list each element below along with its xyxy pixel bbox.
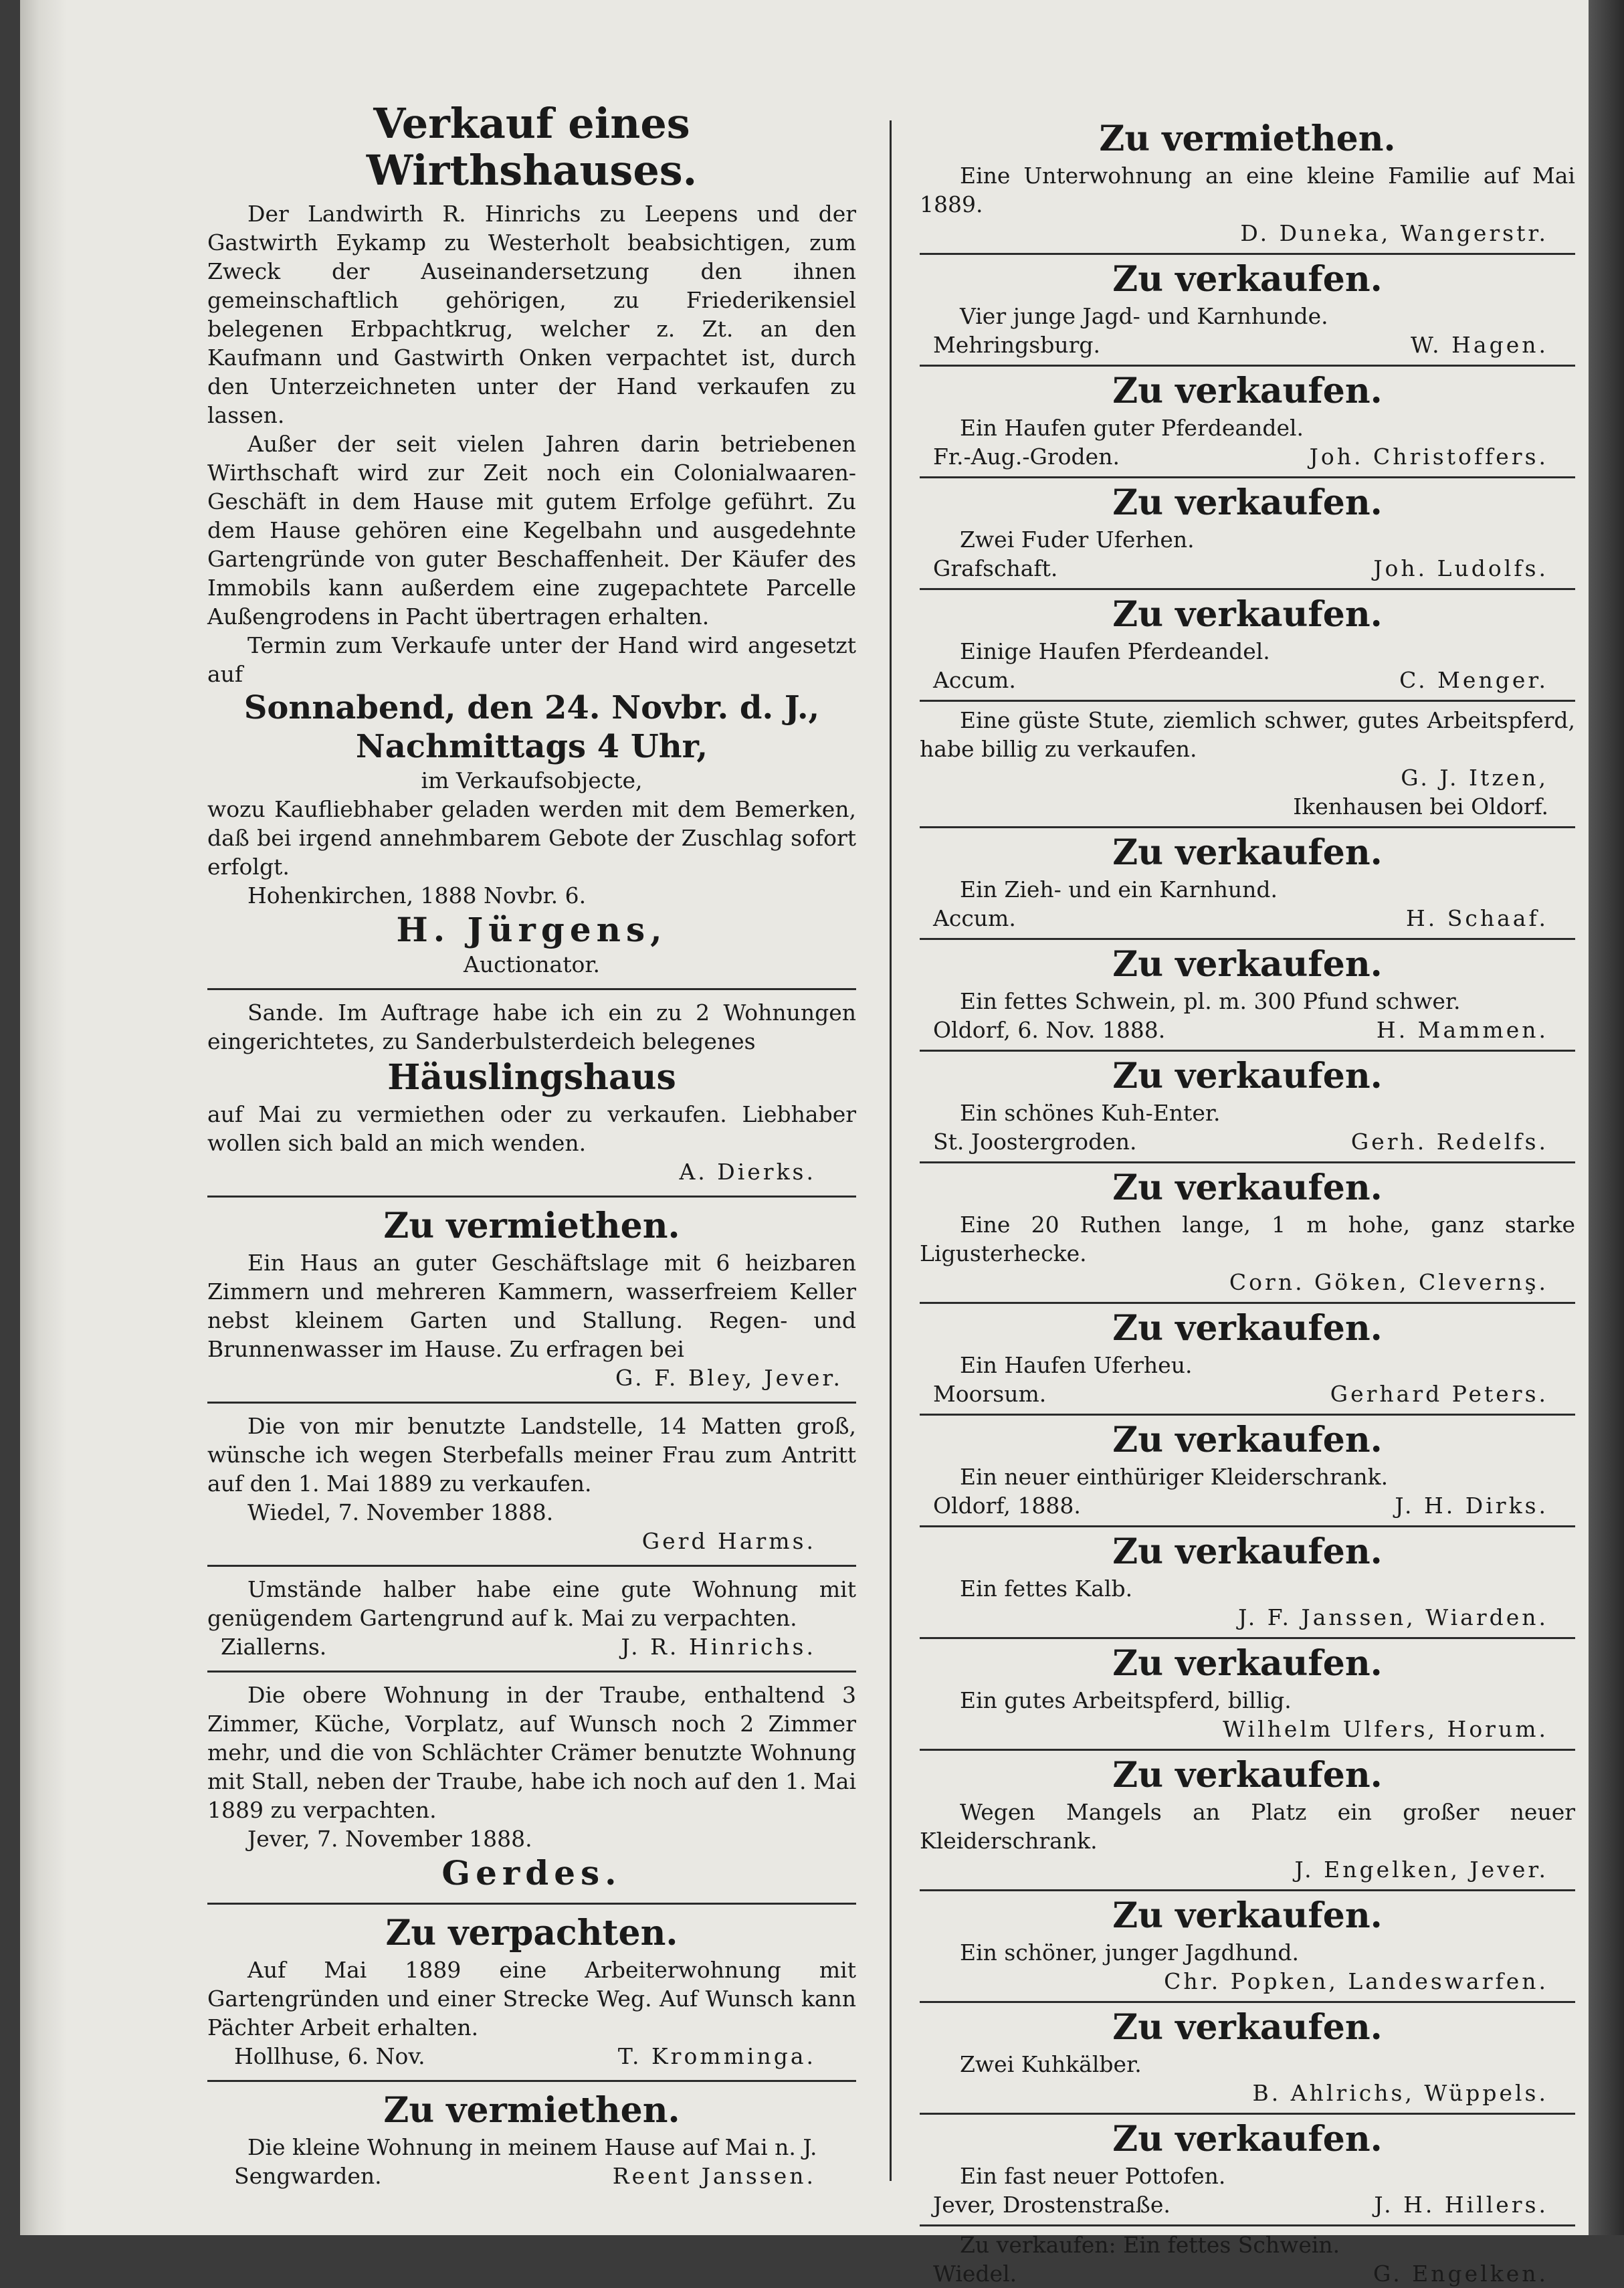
ad-title: Zu verpachten. [385, 1913, 678, 1953]
classified-ad [920, 1420, 1575, 1520]
classified-ad [920, 1056, 1575, 1156]
ad-text: Die kleine Wohnung in meinem Hause auf Mai n. J. [247, 2134, 817, 2160]
ad-signer: T. Kromminga. [617, 2043, 816, 2069]
ad-signer: J. H. Hillers. [1374, 2192, 1548, 2218]
divider [920, 938, 1575, 940]
classified-ad [920, 2007, 1575, 2107]
ad-signer: J. Engelken, Jever. [1294, 1856, 1548, 1883]
ad-wohnung-ziallerns [207, 1575, 856, 1661]
ad-title: Zu verkaufen. [1112, 1056, 1383, 1097]
ad-traube [207, 1681, 856, 1893]
ad-signer: G. Engelken. [1373, 2261, 1548, 2287]
ad-title: Zu verkaufen. [1112, 1531, 1383, 1572]
ad-text: Ein schönes Kuh-Enter. [960, 1100, 1221, 1126]
ad-signer: J. R. Hinrichs. [621, 1634, 816, 1660]
ad-place: Fr.-Aug.-Groden. [933, 444, 1120, 470]
ad-text: Umstände halber habe eine gute Wohnung mit genügendem Gartengrund auf k. Mai zu verpachten. [207, 1576, 856, 1631]
ad-text: Termin zum Verkaufe unter der Hand wird angesetzt auf [207, 632, 856, 687]
divider [920, 1889, 1575, 1891]
ad-signer: Reent Janssen. [612, 2163, 816, 2189]
ad-title: Zu verkaufen. [1112, 259, 1383, 300]
ad-signer: Gerd Harms. [641, 1528, 816, 1554]
left-column [207, 100, 856, 2190]
classified-ad [920, 944, 1575, 1044]
ad-signer: Joh. Christoffers. [1309, 444, 1548, 470]
ad-title: Zu verkaufen. [1112, 2007, 1383, 2048]
ad-landstelle [207, 1412, 856, 1555]
ad-text: Die obere Wohnung in der Traube, enthaltend 3 Zimmer, Küche, Vorplatz, auf Wunsch noch 2 Zimmer mehr, und die von Schlächter Crämer benutzte Wohnung mit Stall, neben der Traube, habe ich noch auf den 1. Mai 1889 zu verpachten. [207, 1682, 856, 1823]
ad-text: Auf Mai 1889 eine Arbeiterwohnung mit Gartengründen und einer Strecke Weg. Auf Wunsch kann Pächter Arbeit erhalten. [207, 1957, 856, 2040]
ad-place: Mehringsburg. [933, 332, 1100, 358]
ad-title: Zu verkaufen. [1112, 1643, 1383, 1684]
ad-dateline: Hohenkirchen, 1888 Novbr. 6. [247, 882, 587, 909]
ad-title: Zu vermiethen. [383, 1206, 680, 1246]
ad-title: Zu verkaufen. [1112, 1167, 1383, 1208]
ad-place: Hollhuse, 6. Nov. [234, 2043, 425, 2069]
classified-ad [920, 259, 1575, 359]
divider [920, 1749, 1575, 1751]
ad-text: Ein fettes Schwein, pl. m. 300 Pfund schwer. [960, 988, 1461, 1014]
ad-title: Zu verkaufen. [1112, 371, 1383, 411]
divider [920, 365, 1575, 367]
ad-signer: G. F. Bley, Jever. [615, 1365, 843, 1391]
ad-vermiethen-haus [207, 1206, 856, 1392]
ad-text: Einige Haufen Pferdeandel. [960, 638, 1270, 664]
ad-text: Eine Unterwohnung an eine kleine Familie auf Mai 1889. [920, 163, 1575, 217]
divider [920, 1525, 1575, 1527]
classified-ad [920, 1755, 1575, 1884]
divider [207, 1903, 856, 1905]
ad-signer: Gerhard Peters. [1330, 1381, 1548, 1407]
divider [920, 2224, 1575, 2226]
ad-text: wozu Kaufliebhaber geladen werden mit dem Bemerken, daß bei irgend annehmbarem Gebote der Zuschlag sofort erfolgt. [207, 796, 856, 880]
divider [920, 1637, 1575, 1639]
divider [920, 1302, 1575, 1304]
right-column [920, 117, 1575, 2288]
ad-place: Oldorf, 6. Nov. 1888. [933, 1017, 1166, 1043]
ad-signer: W. Hagen. [1411, 332, 1548, 358]
divider [207, 1402, 856, 1404]
classified-ad [920, 118, 1575, 248]
ad-text: Ein fettes Kalb. [960, 1576, 1133, 1602]
divider [207, 1671, 856, 1673]
ad-place: Accum. [933, 667, 1016, 693]
ad-title: Zu verkaufen. [1112, 1895, 1383, 1936]
ad-text: Ein Haufen Uferheu. [960, 1352, 1193, 1378]
ad-text: Sande. Im Auftrage habe ich ein zu 2 Wohnungen eingerichtetes, zu Sanderbulsterdeich belegenes [207, 999, 856, 1054]
divider [920, 1414, 1575, 1416]
ad-heading: Häuslingshaus [387, 1057, 676, 1098]
ad-text: Zwei Kuhkälber. [960, 2051, 1142, 2077]
divider [920, 2001, 1575, 2003]
divider [920, 700, 1575, 702]
divider [207, 1565, 856, 1567]
classified-ad [920, 482, 1575, 583]
ad-title: Zu vermiethen. [1099, 118, 1396, 159]
ad-title: Verkauf eines Wirthshauses. [366, 99, 698, 195]
ad-title: Zu verkaufen. [1112, 482, 1383, 523]
ad-dateline: Jever, 7. November 1888. [247, 1826, 532, 1852]
ad-place: Grafschaft. [933, 555, 1058, 581]
ad-time: Nachmittags 4 Uhr, [355, 728, 708, 765]
classified-ad [920, 1308, 1575, 1408]
ad-place: im Verkaufsobjecte, [421, 767, 643, 793]
classified-ad [920, 2230, 1575, 2288]
column-rule [890, 120, 892, 2181]
ad-signer: A. Dierks. [679, 1159, 816, 1185]
ad-wirthshaus [207, 100, 856, 979]
classified-ad [920, 594, 1575, 694]
ad-title: Zu verkaufen. [1112, 944, 1383, 985]
ad-text: Vier junge Jagd- und Karnhunde. [960, 303, 1328, 329]
ad-title: Zu verkaufen. [1112, 1755, 1383, 1796]
ad-text: Ein gutes Arbeitspferd, billig. [960, 1687, 1292, 1713]
ad-text: Ein Haus an guter Geschäftslage mit 6 heizbaren Zimmern und mehreren Kammern, wasserfreiem Keller nebst kleinem Garten und Stallung. Regen- und Brunnenwasser im Hause. Zu erfragen bei [207, 1250, 856, 1362]
divider [920, 826, 1575, 828]
divider [207, 1196, 856, 1198]
classified-ad [920, 1643, 1575, 1743]
ad-title: Zu verkaufen. [1112, 2119, 1383, 2160]
divider [920, 1050, 1575, 1052]
ad-signer-role: Auctionator. [464, 951, 600, 977]
ad-place: Accum. [933, 905, 1016, 931]
page-spine [20, 0, 67, 2235]
ad-text: Ein Zieh- und ein Karnhund. [960, 876, 1278, 902]
ad-title: Zu vermiethen. [383, 2090, 680, 2131]
classified-ad [920, 832, 1575, 933]
ad-signer: C. Menger. [1399, 667, 1548, 693]
ad-signer: H. Jürgens, [396, 910, 668, 949]
ad-text: Ein schöner, junger Jagdhund. [960, 1939, 1300, 1966]
ad-place: St. Joostergroden. [933, 1129, 1137, 1155]
classified-ad [920, 1895, 1575, 1996]
ad-place: Jever, Drostenstraße. [933, 2192, 1171, 2218]
ad-signer: H. Mammen. [1376, 1017, 1548, 1043]
classified-ad [920, 1167, 1575, 1297]
divider [920, 253, 1575, 255]
ad-signer: B. Ahlrichs, Wüppels. [1252, 2080, 1548, 2106]
classified-ad [920, 2119, 1575, 2219]
ad-verpachten [207, 1913, 856, 2071]
ad-text: Eine güste Stute, ziemlich schwer, gutes Arbeitspferd, habe billig zu verkaufen. [920, 707, 1575, 762]
divider [920, 1161, 1575, 1163]
ad-title: Zu verkaufen. [1112, 1420, 1383, 1460]
ad-place: Ziallerns. [221, 1634, 327, 1660]
classified-ad [920, 706, 1575, 821]
divider [920, 588, 1575, 590]
divider [207, 2080, 856, 2082]
ad-text: Ein fast neuer Pottofen. [960, 2163, 1226, 2189]
ad-signer: J. F. Janssen, Wiarden. [1238, 1604, 1548, 1630]
ad-kleine-wohnung [207, 2090, 856, 2190]
ad-title: Zu verkaufen. [1112, 1308, 1383, 1349]
ad-haeuslingshaus [207, 998, 856, 1186]
ad-text: Eine 20 Ruthen lange, 1 m hohe, ganz starke Ligusterhecke. [920, 1212, 1575, 1266]
ad-place: Moorsum. [933, 1381, 1047, 1407]
divider [920, 476, 1575, 478]
ad-text: Die von mir benutzte Landstelle, 14 Matten groß, wünsche ich wegen Sterbefalls meiner Frau zum Antritt auf den 1. Mai 1889 zu verkaufen. [207, 1413, 856, 1497]
ad-title: Zu verkaufen. [1112, 594, 1383, 635]
ad-text: auf Mai zu vermiethen oder zu verkaufen. Liebhaber wollen sich bald an mich wenden. [207, 1101, 856, 1156]
ad-signer: H. Schaaf. [1406, 905, 1548, 931]
ad-signer: G. J. Itzen, [1401, 765, 1548, 791]
ad-signer: Gerdes. [441, 1853, 622, 1893]
ad-date: Sonnabend, den 24. Novbr. d. J., [243, 689, 820, 727]
ad-text: Zwei Fuder Uferhen. [960, 527, 1195, 553]
ad-signer: D. Duneka, Wangerstr. [1240, 220, 1548, 246]
ad-signer: Wilhelm Ulfers, Horum. [1223, 1716, 1548, 1742]
ad-text: Wegen Mangels an Platz ein großer neuer Kleiderschrank. [920, 1799, 1575, 1854]
ad-place: Sengwarden. [234, 2163, 382, 2189]
ad-text: Der Landwirth R. Hinrichs zu Leepens und der Gastwirth Eykamp zu Westerholt beabsichtigen, zum Zweck der Auseinandersetzung den ihnen gemeinschaftlich gehörigen, zu Friederikensiel belegenen Erbpachtkrug, welcher z. Zt. an den Kaufmann und Gastwirth Onken verpachtet ist, durch den Unterzeichneten unter der Hand verkaufen zu lassen. [207, 201, 856, 428]
page-edge [1589, 0, 1624, 2235]
ad-signer: Gerh. Redelfs. [1350, 1129, 1548, 1155]
ad-signer: Chr. Popken, Landeswarfen. [1164, 1968, 1548, 1994]
ad-text: Ein neuer einthüriger Kleiderschrank. [960, 1464, 1389, 1490]
ad-dateline: Wiedel, 7. November 1888. [247, 1499, 554, 1525]
divider [207, 988, 856, 990]
ad-text: Ein Haufen guter Pferdeandel. [960, 415, 1304, 441]
ad-signer: J. H. Dirks. [1395, 1493, 1548, 1519]
ad-title: Zu verkaufen. [1112, 832, 1383, 873]
ad-signer-place: Ikenhausen bei Oldorf. [1293, 793, 1548, 820]
ad-text: Außer der seit vielen Jahren darin betriebenen Wirthschaft wird zur Zeit noch ein Colonialwaaren-Geschäft in dem Hause mit gutem Erfolge geführt. Zu dem Hause gehören eine Kegelbahn und ausgedehnte Gartengründe von guter Beschaffenheit. Der Käufer des Immobils kann außerdem eine zugepachtete Parcelle Außengrodens in Pacht übertragen erhalten. [207, 431, 856, 630]
classified-ad [920, 371, 1575, 471]
divider [920, 2113, 1575, 2115]
ad-signer: Corn. Göken, Clevernş. [1229, 1269, 1548, 1295]
ad-place: Wiedel. [933, 2261, 1017, 2287]
ad-text: Zu verkaufen: Ein fettes Schwein. [960, 2232, 1340, 2258]
classified-ad [920, 1531, 1575, 1632]
ad-signer: Joh. Ludolfs. [1373, 555, 1548, 581]
ad-place: Oldorf, 1888. [933, 1493, 1081, 1519]
